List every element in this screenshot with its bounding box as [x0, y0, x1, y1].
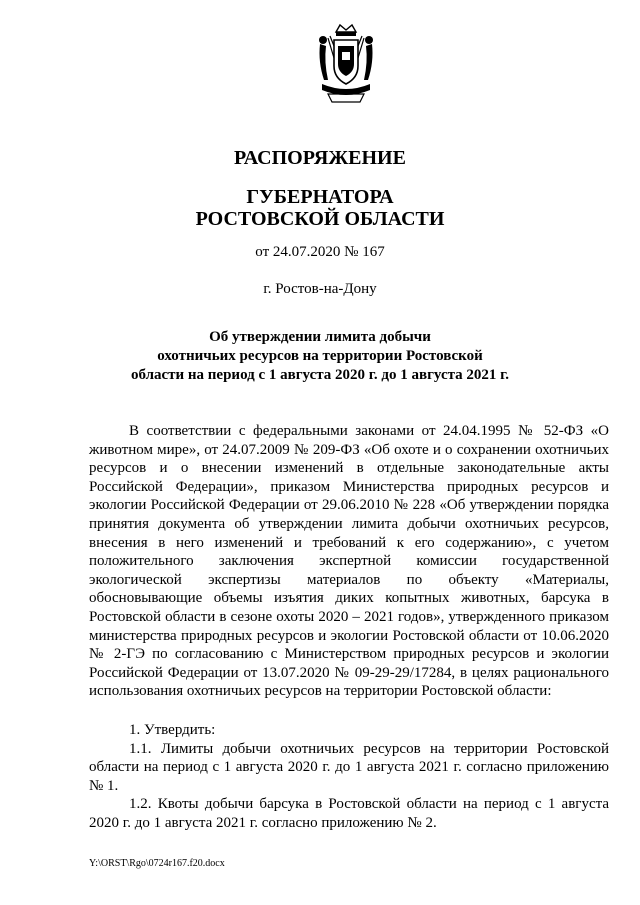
coat-of-arms-emblem [314, 22, 378, 106]
document-title: РАСПОРЯЖЕНИЕ [234, 147, 406, 169]
document-subject [0, 328, 640, 385]
date-and-number: от 24.07.2020 № 167 [255, 244, 385, 260]
item-1-2: 1.2. Квоты добычи барсука в Ростовской области на период с 1 августа 2020 г. до 1 августа 2021 г. согласно приложению № 2. [89, 796, 609, 831]
file-path-footer: Y:\ORST\Rgo\0724r167.f20.docx [89, 858, 225, 869]
preamble-paragraph: В соответствии с федеральными законами от 24.04.1995 № 52-ФЗ «О животном мире», от 24.07.2009 № 209-ФЗ «Об охоте и о сохранении охотничьих ресурсов и о внесении изменений в отдельные законодательные акты Российской Федерации», приказом Министерства природных ресурсов и экологии Российской Федерации от 29.06.2010 № 228 «Об утверждении порядка принятия документа об утверждении лимита добычи охотничьих ресурсов, внесения в него изменений и требований к его содержанию», с учетом положительного заключения экспертной комиссии государственной экологической экспертизы материалов по объекту «Материалы, обосновывающие объемы изъятия диких копытных животных, барсука в Ростовской области в сезоне охоты 2020 – 2021 годов», утвержденного приказом министерства природных ресурсов и экологии Ростовской области от 10.06.2020 № 2-ГЭ по согласованию с Министерством природных ресурсов и экологии Российской Федерации от 13.07.2020 № 09-29-29/17284, в целях рационального использования охотничьих ресурсов на территории Ростовской области: [89, 423, 609, 700]
issuer-line-1: ГУБЕРНАТОРА [246, 186, 394, 208]
document-body [89, 422, 609, 832]
issuer-line-2: РОСТОВСКОЙ ОБЛАСТИ [195, 208, 445, 230]
subject-line: области на период с 1 августа 2020 г. до 1 августа 2021 г. [130, 367, 510, 383]
subject-line: охотничьих ресурсов на территории Ростовской [157, 348, 483, 364]
item-1: 1. Утвердить: [129, 721, 216, 738]
subject-line: Об утверждении лимита добычи [209, 329, 431, 345]
place-of-issue: г. Ростов-на-Дону [263, 281, 377, 297]
item-1-1: 1.1. Лимиты добычи охотничьих ресурсов на территории Ростовской области на период с 1 августа 2020 г. до 1 августа 2021 г. согласно приложению № 1. [89, 740, 609, 794]
